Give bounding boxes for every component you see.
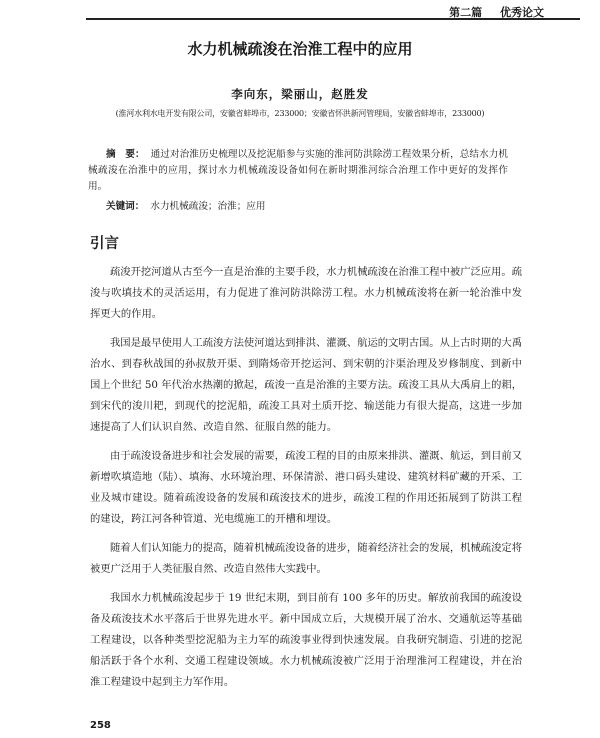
header-section: 优秀论文 [500,6,544,19]
keywords-text: 水力机械疏浚；治淮；应用 [150,201,266,212]
keywords [106,198,506,212]
paragraph: 疏浚开挖河道从古至今一直是治淮的主要手段，水力机械疏浚在治淮工程中被广泛应用。疏浚与吹填技术的灵活运用，有力促进了淮河防洪除涝工程。水力机械疏浚将在新一轮治淮中发挥更大的作用。 [90,266,522,320]
paper-title: 水力机械疏浚在治淮工程中的应用 [187,40,413,58]
abstract-label: 摘 要： [106,149,145,160]
abstract [88,147,508,195]
section-title: 引言 [90,236,119,252]
affiliation: (淮河水利水电开发有限公司，安徽省蚌埠市，233000；安徽省怀洪新河管理局，安徽省蚌埠市，233000) [115,109,485,118]
paragraph: 随着人们认知能力的提高，随着机械疏浚设备的进步，随着经济社会的发展，机械疏浚定将被更广泛用于人类征服自然、改造自然伟大实践中。 [90,542,522,575]
header-part: 第二篇 [449,6,483,19]
authors: 李向东，梁丽山，赵胜发 [231,87,369,101]
body-text [90,262,522,701]
keywords-label: 关键词： [106,201,145,212]
abstract-text: 通过对治淮历史梳理以及挖泥船参与实施的淮河防洪除涝工程效果分析，总结水力机械疏浚在治淮中的应用，探讨水力机械疏浚设备如何在新时期淮河综合治理工作中更好的发挥作用。 [88,149,508,192]
paragraph: 我国水力机械疏浚起步于 19 世纪末期，到目前有 100 多年的历史。解放前我国的疏浚设备及疏浚技术水平落后于世界先进水平。新中国成立后，大规模开展了治水、交通航运等基础工程建设，以各种类型挖泥船为主力军的疏浚事业得到快速发展。自我研究制造、引进的挖泥船活跃于各个水利、交通工程建设领域。水力机械疏浚被广泛用于治理淮河工程建设，并在治淮工程建设中起到主力军作用。 [90,592,522,688]
paragraph: 由于疏浚设备进步和社会发展的需要，疏浚工程的目的由原来排洪、灌溉、航运，到目前又新增吹填造地（陆）、填海、水环境治理、环保清淤、港口码头建设、建筑材料矿藏的开采、工业及城市建设。随着疏浚设备的发展和疏浚技术的进步，疏浚工程的作用还拓展到了防洪工程的建设，跨江河各种管道、光电缆施工的开槽和埋设。 [90,450,522,525]
running-header [86,4,580,20]
paragraph: 我国是最早使用人工疏浚方法使河道达到排洪、灌溉、航运的文明古国。从上古时期的大禹治水、到春秋战国的孙叔敖开渠、到隋炀帝开挖运河、到宋朝的汴渠治理及岁修制度、到新中国上个世纪 50 年代治水热潮的掀起，疏浚一直是治淮的主要方法。疏浚工具从大禹肩上的耜，到宋代的浚川耙，到现代的挖泥船，疏浚工具对土质开挖、输送能力有很大提高，这进一步加速提高了人们认识自然、改造自然、征服自然的能力。 [90,337,522,433]
page-number: 258 [90,720,111,731]
